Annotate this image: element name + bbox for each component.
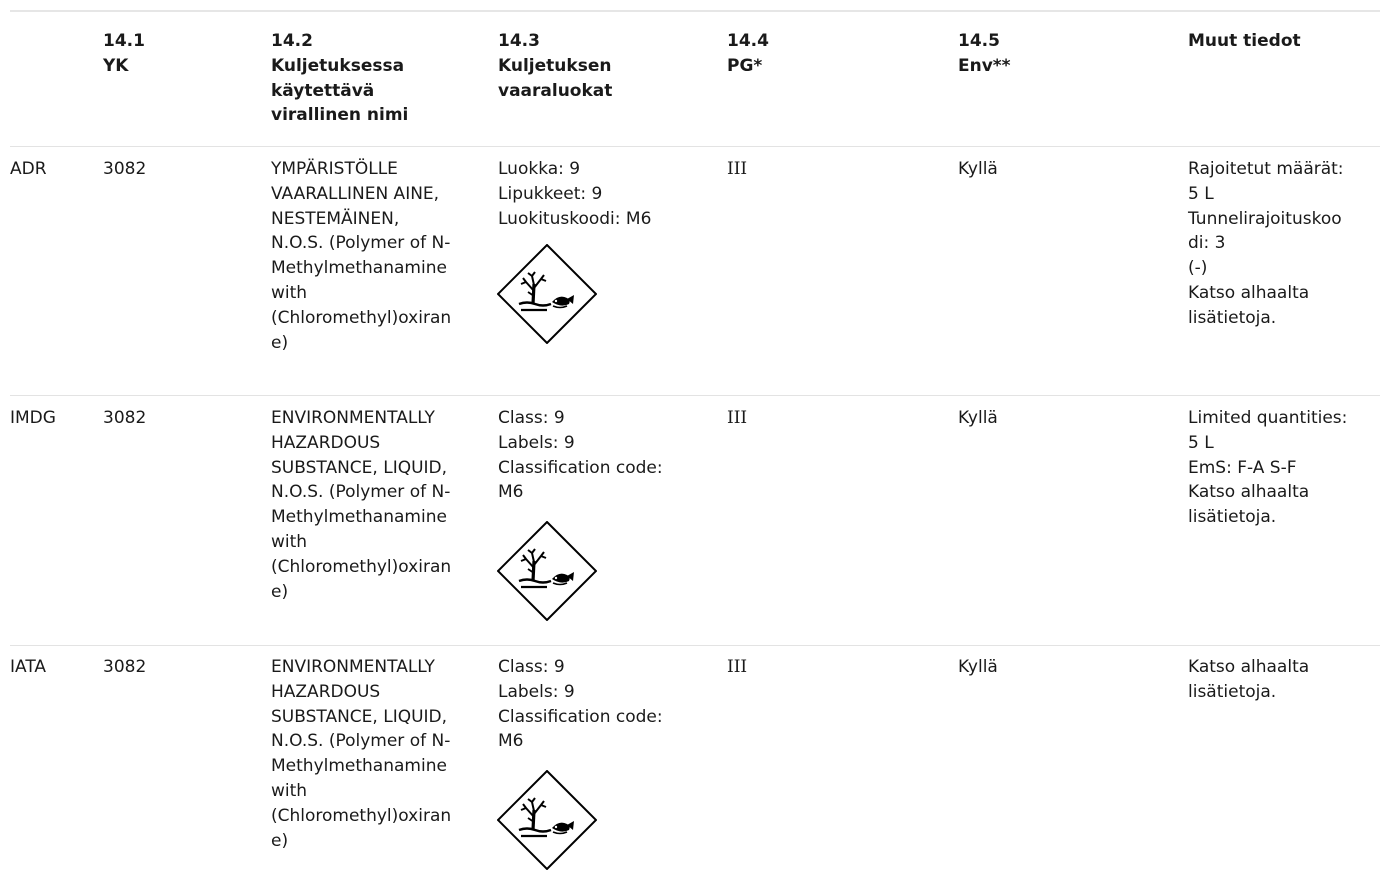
row-iata-shipping-name: ENVIRONMENTALLY HAZARDOUS SUBSTANCE, LIQUID, N.O.S. (Polymer of N- Methylmethanamine with (Chloromethyl)oxiran e)	[271, 657, 452, 851]
header-shipping-name: 14.2 Kuljetuksessa käytettävä virallinen nimi	[271, 31, 409, 126]
row-adr-un: 3082	[103, 159, 147, 179]
row-adr-other-info: Rajoitetut määrät: 5 L Tunnelirajoituskoo di: 3 (-) Katso alhaalta lisätietoja.	[1188, 159, 1344, 328]
row-iata-packing-group: III	[727, 657, 748, 677]
row-iata-hazard-class: Class: 9 Labels: 9 Classification code: M6	[498, 657, 663, 752]
row-adr-environmental: Kyllä	[958, 159, 998, 179]
header-packing-group: 14.4 PG*	[727, 31, 769, 76]
header-un: 14.1 YK	[103, 31, 145, 76]
row-imdg-environmental: Kyllä	[958, 408, 998, 428]
row-iata-un: 3082	[103, 657, 147, 677]
row-imdg-other-info: Limited quantities: 5 L EmS: F-A S-F Katso alhaalta lisätietoja.	[1188, 408, 1348, 528]
environment-hazard-icon	[497, 770, 597, 870]
header-environmental: 14.5 Env**	[958, 31, 1011, 76]
row-imdg-shipping-name: ENVIRONMENTALLY HAZARDOUS SUBSTANCE, LIQUID, N.O.S. (Polymer of N- Methylmethanamine with (Chloromethyl)oxiran e)	[271, 408, 452, 602]
header-other-info: Muut tiedot	[1188, 31, 1301, 51]
row-iata-environmental: Kyllä	[958, 657, 998, 677]
row-adr-mode: ADR	[10, 159, 47, 179]
row-iata-other-info: Katso alhaalta lisätietoja.	[1188, 657, 1310, 702]
row-imdg-un: 3082	[103, 408, 147, 428]
header-hazard-class: 14.3 Kuljetuksen vaaraluokat	[498, 31, 613, 101]
row-imdg-packing-group: III	[727, 408, 748, 428]
environment-hazard-icon	[497, 244, 597, 344]
row-adr-shipping-name: YMPÄRISTÖLLE VAARALLINEN AINE, NESTEMÄINEN, N.O.S. (Polymer of N- Methylmethanamine with (Chloromethyl)oxiran e)	[271, 159, 452, 353]
row-adr-hazard-class: Luokka: 9 Lipukkeet: 9 Luokituskoodi: M6	[498, 159, 652, 229]
row-adr-packing-group: III	[727, 159, 748, 179]
row-imdg-hazard-class: Class: 9 Labels: 9 Classification code: M6	[498, 408, 663, 503]
row-separator	[10, 395, 1380, 396]
row-separator	[10, 645, 1380, 646]
environment-hazard-icon	[497, 521, 597, 621]
row-separator	[10, 146, 1380, 147]
row-iata-mode: IATA	[10, 657, 47, 677]
row-imdg-mode: IMDG	[10, 408, 56, 428]
